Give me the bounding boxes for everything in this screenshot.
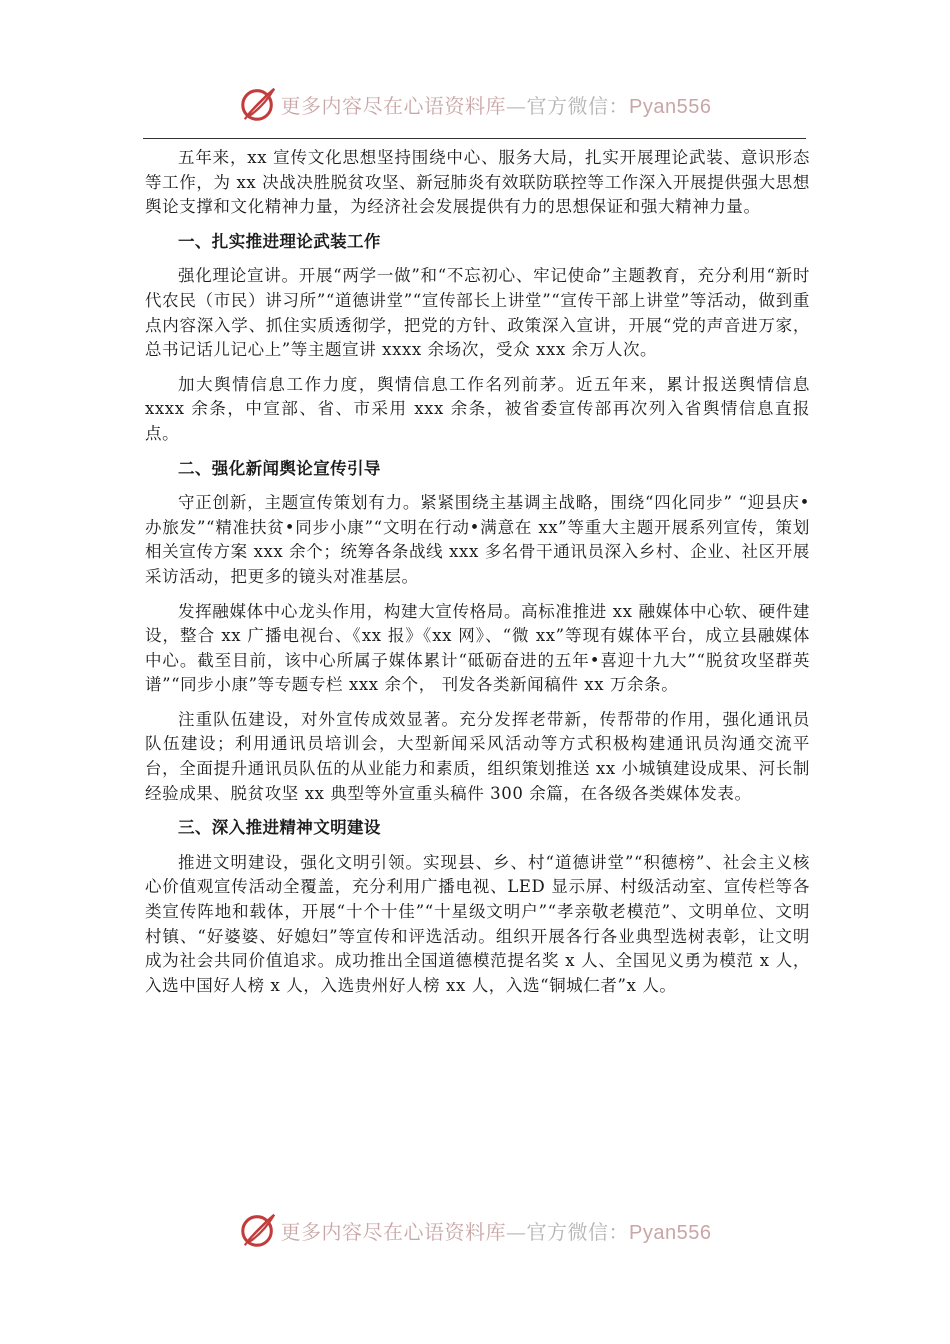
document-body [145, 146, 810, 1008]
section-heading-1: 一、扎实推进理论武装工作 [178, 231, 381, 251]
footer-banner [0, 1208, 950, 1252]
wechat-id: Pyan556 [629, 1221, 712, 1244]
section-2-paragraph-1: 守正创新，主题宣传策划有力。紧紧围绕主基调主战略，围绕“四化同步” “迎县庆•办旅发”“精准扶贫•同步小康”“文明在行动•满意在 xx”等重大主题开展系列宣传，策划相关宣传方案 xxx 余个；统筹各条战线 xxx 多名骨干通讯员深入乡村、企业、社区开展采访活动，把更多的镜头对准基层。 [145, 493, 810, 586]
header-rule [143, 138, 806, 139]
section-heading-2: 二、强化新闻舆论宣传引导 [178, 458, 381, 478]
section-2-paragraph-3: 注重队伍建设，对外宣传成效显著。充分发挥老带新，传帮带的作用，强化通讯员队伍建设；利用通讯员培训会，大型新闻采风活动等方式积极构建通讯员沟通交流平台，全面提升通讯员队伍的从业能力和素质，组织策划推送 xx 小城镇建设成果、河长制经验成果、脱贫攻坚 xx 典型等外宣重头稿件 300 余篇，在各级各类媒体发表。 [145, 709, 810, 803]
banner-text: 更多内容尽在心语资料库—官方微信：Pyan556 [280, 1219, 712, 1244]
quill-pen-logo-icon [239, 1211, 277, 1249]
intro-paragraph: 五年来，xx 宣传文化思想坚持围绕中心、服务大局，扎实开展理论武装、意识形态等工作，为 xx 决战决胜脱贫攻坚、新冠肺炎有效联防联控等工作深入开展提供强大思想舆论支撑和文化精神力量，为经济社会发展提供有力的思想保证和强大精神力量。 [145, 148, 810, 217]
header-banner [0, 82, 950, 126]
section-1-paragraph-2: 加大舆情信息工作力度，舆情信息工作名列前茅。近五年来，累计报送舆情信息 xxxx 余条，中宣部、省、市采用 xxx 余条，被省委宣传部再次列入省舆情信息直报点。 [145, 374, 810, 443]
section-2-paragraph-2: 发挥融媒体中心龙头作用，构建大宣传格局。高标准推进 xx 融媒体中心软、硬件建设，整合 xx 广播电视台、《xx 报》《xx 网》、“微 xx”等现有媒体平台，成立县融媒体中心。截至目前，该中心所属子媒体累计“砥砺奋进的五年•喜迎十九大”“脱贫攻坚群英谱”“同步小康”等专题专栏 xxx 余个， 刊发各类新闻稿件 xx 万余条。 [145, 601, 810, 695]
section-heading-3: 三、深入推进精神文明建设 [178, 818, 381, 838]
banner-text: 更多内容尽在心语资料库—官方微信：Pyan556 [280, 93, 712, 118]
quill-pen-logo-icon [239, 85, 277, 123]
section-1-paragraph-1: 强化理论宣讲。开展“两学一做”和“不忘初心、牢记使命”主题教育，充分利用“新时代农民（市民）讲习所”“道德讲堂”“宣传部长上讲堂”“宣传干部上讲堂”等活动，做到重点内容深入学、抓住实质透彻学，把党的方针、政策深入宣讲，开展“党的声音进万家，总书记话儿记心上”等主题宣讲 xxxx 余场次，受众 xxx 余万人次。 [145, 266, 810, 360]
wechat-id: Pyan556 [629, 95, 712, 118]
section-3-paragraph-1: 推进文明建设，强化文明引领。实现县、乡、村“道德讲堂”“积德榜”、社会主义核心价值观宣传活动全覆盖，充分利用广播电视、LED 显示屏、村级活动室、宣传栏等各类宣传阵地和载体，开展“十个十佳”“十星级文明户”“孝亲敬老模范”、文明单位、文明村镇、“好婆婆、好媳妇”等宣传和评选活动。组织开展各行各业典型选树表彰，让文明成为社会共同价值追求。成功推出全国道德模范提名奖 x 人、全国见义勇为模范 x 人，入选中国好人榜 x 人，入选贵州好人榜 xx 人，入选“铜城仁者”x 人。 [145, 852, 810, 995]
